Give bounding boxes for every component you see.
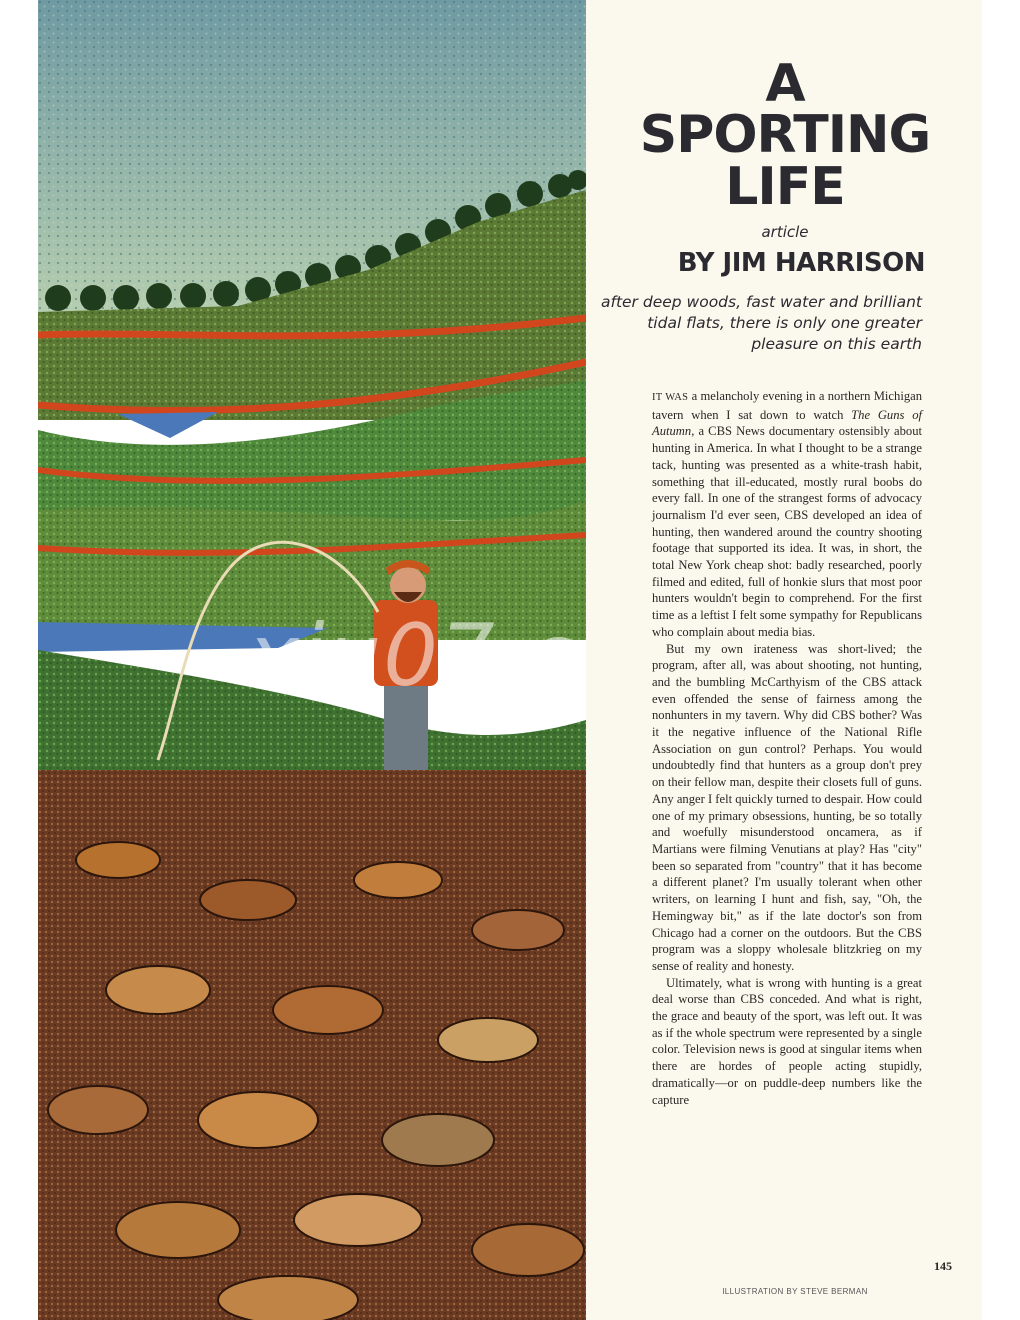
watermark: xiu07.c bbox=[248, 606, 576, 706]
dek: after deep woods, fast water and brilliant tidal flats, there is only one greater pleasure on this earth bbox=[600, 293, 922, 353]
fishing-landscape-illustration bbox=[38, 0, 586, 1320]
paragraph-2: But my own irateness was short-lived; the program, after all, was about shooting, not hunting, and the bumbling McCarthyism of the CBS attack even offended the sense of fairness among the nonhunters in my tavern. Why did CBS bother? Was it the negative influence of the National Rifle Association on gun control? Perhaps. You would undoubtedly find that hunters as a group don't prey on their fellow man, despite their closets full of guns. Any anger I felt quickly turned to despair. How could one of my primary obsessions, hunting, be so totally and woefully misunderstood oncamera, as if Martians were filming Venutians at play? Has "city" been so separated from "country" that it has become a different planet? I'm usually tolerant when other writers, on learning I hunt and fish, say, "Oh, the Hemingway bit," as if the late doctor's son from Chicago had a corner on the outdoors. But the CBS program was a sloppy wholesale blitzkrieg on my sense of reality and honesty. bbox=[652, 641, 922, 973]
headline-line-1: A bbox=[765, 54, 805, 114]
kicker: article bbox=[761, 223, 809, 241]
paragraph-1-part-b: , a CBS News documentary ostensibly about hunting in America. In what I thought to be a strange tack, hunting was presented as a white-trash habit, something that ill-educated, mostly rural boobs do every fall. In one of the strangest forms of advocacy journalism I'd ever seen, CBS developed an idea of hunting, then wandered around the country shooting footage that supported its idea. It was, in short, the total New York cheap shot: badly researched, poorly filmed and edited, full of honkie slurs that most poor hunters wouldn't begin to comprehend. For the first time as a leftist I felt some sympathy for Republicans who complain about media bias. bbox=[652, 424, 922, 639]
byline: BY JIM HARRISON bbox=[677, 248, 925, 278]
article-headline bbox=[586, 54, 984, 217]
pond bbox=[118, 412, 218, 438]
paragraph-3: Ultimately, what is wrong with hunting is a great deal worse than CBS conceded. And what is right, the grace and beauty of the sport, was left out. It was as if the whole spectrum were represented by a single color. Television news is good at singular items when there are hordes of people acting stupidly, dramatically—or on puddle-deep numbers like the capture bbox=[652, 975, 922, 1107]
headline-line-3: LIFE bbox=[725, 157, 845, 217]
program-title: The Guns of Autumn bbox=[652, 407, 922, 439]
cover-illustration bbox=[38, 0, 586, 1320]
headline-line-2: SPORTING bbox=[639, 105, 931, 165]
page-number: 145 bbox=[934, 1259, 952, 1273]
paragraph-1 bbox=[652, 388, 922, 641]
article-body bbox=[652, 388, 922, 1108]
paragraph-1-part-a: a melancholy evening in a northern Michigan tavern when I sat down to watch bbox=[652, 389, 923, 422]
lead-in: IT WAS bbox=[652, 392, 689, 403]
illustration-credit: ILLUSTRATION BY STEVE BERMAN bbox=[722, 1287, 868, 1296]
